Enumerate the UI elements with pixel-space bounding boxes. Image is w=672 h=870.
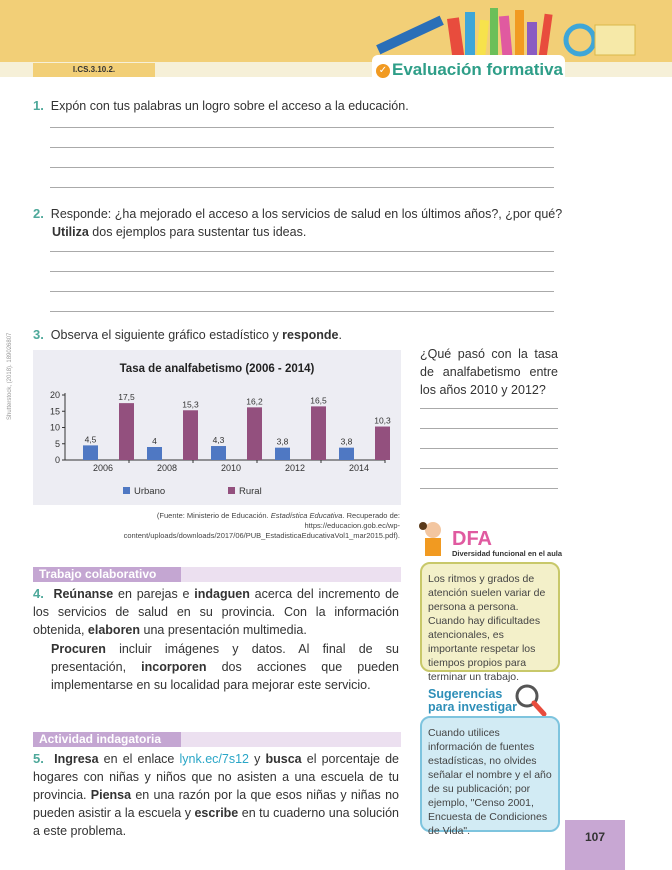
curriculum-code: I.CS.3.10.2. — [33, 63, 155, 77]
sugerencias-title: Sugerencias para investigar — [428, 687, 517, 714]
data-label: 3,8 — [276, 436, 289, 447]
chart-source: (Fuente: Ministerio de Educación. Estadística Educativa. Recuperado de: https://educacion.gob.ec/wp-content/uploads/downloads/2017/06/PUB_EstadisticaEducativaVol1_mar2015.pdf). — [123, 511, 400, 540]
page-number: 107 — [565, 820, 625, 870]
y-tick-label: 20 — [49, 390, 60, 400]
activity-5: 5. Ingresa en el enlace lynk.ec/7s12 y busca el porcentaje de hogares con niñas y niños que no asisten a una escuela de tu provincia. Piensa en una razón por la que esos niñas y niñas no pueden asistir a la escuela y escribe en tu cuaderno una solución a este problema. — [33, 751, 400, 838]
bar-urbano — [147, 447, 162, 460]
data-label: 10,3 — [374, 415, 391, 426]
data-label: 4,3 — [212, 435, 225, 446]
x-tick-label: 2014 — [348, 463, 370, 473]
x-tick-label: 2010 — [220, 463, 242, 473]
x-tick-label: 2012 — [284, 463, 306, 473]
data-label: 15,3 — [182, 399, 199, 410]
bar-urbano — [83, 445, 98, 460]
bar-chart — [33, 350, 401, 505]
trabajo-heading: Trabajo colaborativo — [33, 567, 181, 582]
answer-line[interactable] — [420, 468, 558, 469]
sugerencias-box: Cuando utilices información de fuentes estadísticas, no olvides señalar el nombre y el año de su publicación; por ejemplo, "Censo 2001, Encuesta de Condiciones de Vida". — [420, 716, 560, 832]
legend-swatch — [123, 487, 130, 494]
answer-line[interactable] — [420, 448, 558, 449]
answer-line[interactable] — [420, 428, 558, 429]
question-1: 1. Expón con tus palabras un logro sobre el acceso a la educación. — [33, 98, 409, 113]
x-tick-label: 2008 — [156, 463, 178, 473]
answer-line[interactable] — [50, 311, 554, 312]
answer-line[interactable] — [50, 127, 554, 128]
question-3: 3. Observa el siguiente gráfico estadístico y responde. — [33, 327, 342, 342]
magnifier-icon — [512, 682, 548, 718]
answer-line[interactable] — [50, 271, 554, 272]
data-label: 4,5 — [84, 434, 97, 445]
side-question: ¿Qué pasó con la tasa de analfabetismo entre los años 2010 y 2012? — [420, 347, 558, 397]
section-title: Evaluación formativa — [392, 60, 564, 79]
data-label: 16,2 — [246, 396, 263, 407]
answer-line[interactable] — [50, 291, 554, 292]
activity-4: 4. Reúnanse en parejas e indaguen acerca del incremento de los servicios de salud en su provincia. Con la información obtenida, elaboren una presentación multimedia. — [33, 586, 399, 637]
bar-urbano — [339, 448, 354, 460]
girl-illustration-icon — [418, 520, 448, 562]
x-tick-label: 2006 — [92, 463, 114, 473]
bar-urbano — [211, 446, 226, 460]
dfa-title: DFA — [452, 528, 492, 550]
data-label: 17,5 — [118, 392, 135, 403]
bar-rural — [375, 427, 390, 460]
data-label: 3,8 — [340, 436, 353, 447]
answer-line[interactable] — [50, 167, 554, 168]
activity-link[interactable]: lynk.ec/7s12 — [179, 752, 249, 766]
bar-rural — [119, 403, 134, 460]
activity-4-p2: Procuren incluir imágenes y datos. Al final de su presentación, incorporen dos acciones que pueden implementarse en su localidad para mejorar este servicio. — [51, 642, 399, 692]
answer-line[interactable] — [50, 147, 554, 148]
answer-line[interactable] — [420, 408, 558, 409]
answer-line[interactable] — [50, 251, 554, 252]
actividad-heading: Actividad indagatoria — [33, 732, 181, 747]
y-tick-label: 15 — [49, 406, 60, 417]
answer-line[interactable] — [420, 488, 558, 489]
data-label: 4 — [152, 436, 157, 446]
chart-panel — [33, 350, 401, 505]
image-credit: Shutterstock, (2018). 189026807 — [7, 332, 13, 420]
bar-urbano — [275, 448, 290, 460]
answer-line[interactable] — [50, 187, 554, 188]
legend-label: Rural — [239, 486, 262, 497]
dfa-box: Los ritmos y grados de atención suelen variar de persona a persona. Cuando hay dificultades atencionales, es importante respetar los tiempos propios para terminar un trabajo. — [420, 562, 560, 672]
dfa-subtitle: Diversidad funcional en el aula — [452, 549, 563, 558]
chart-title: Tasa de analfabetismo (2006 - 2014) — [119, 363, 315, 375]
data-label: 16,5 — [310, 395, 327, 406]
y-tick-label: 0 — [54, 455, 60, 465]
y-tick-label: 10 — [49, 422, 60, 433]
legend-swatch — [228, 487, 235, 494]
check-icon: ✓ — [376, 64, 390, 78]
question-2: 2. Responde: ¿ha mejorado el acceso a los servicios de salud en los últimos años?, ¿por qué? Utiliza dos ejemplos para sustentar tus ideas. — [33, 206, 563, 239]
y-tick-label: 5 — [54, 438, 60, 449]
bar-rural — [247, 407, 262, 460]
legend-label: Urbano — [134, 486, 166, 497]
bar-rural — [311, 406, 326, 460]
bar-rural — [183, 410, 198, 460]
